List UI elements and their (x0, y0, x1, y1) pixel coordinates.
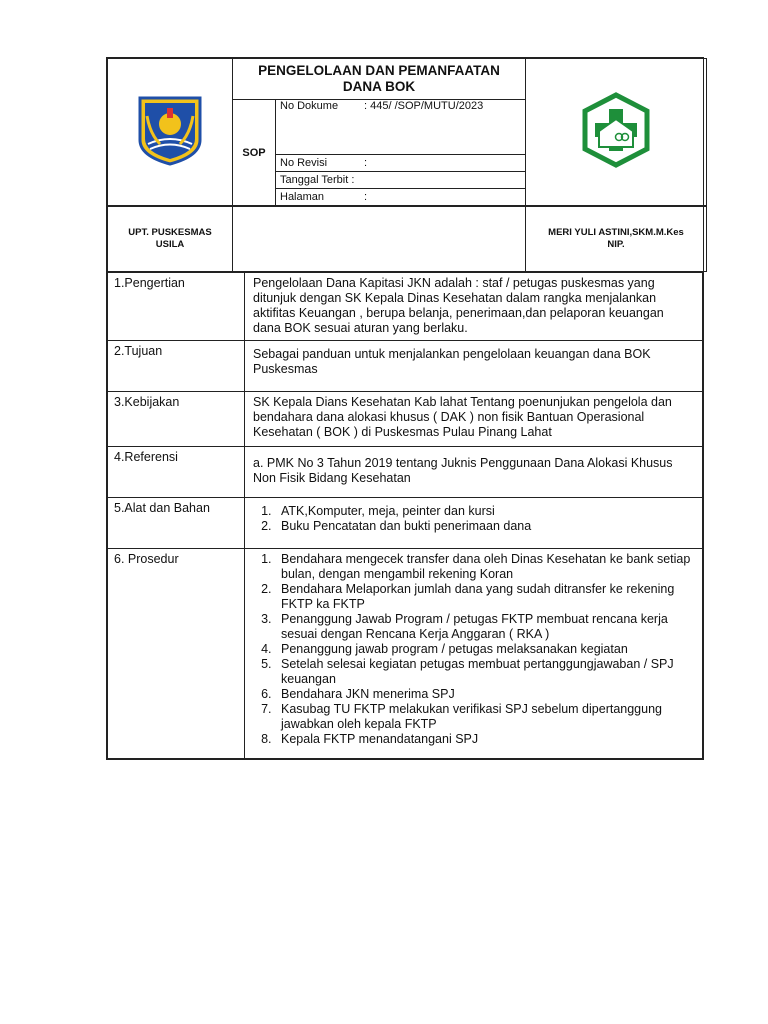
section-alat-bahan (108, 498, 703, 549)
section-pengertian (108, 273, 703, 341)
no-dokumen-row (276, 100, 525, 155)
list-item: 6. Bendahara JKN menerima SPJ (275, 687, 694, 702)
tanggal-terbit-label: Tanggal Terbit : (280, 174, 355, 186)
content-table (107, 272, 703, 759)
halaman-label: Halaman (280, 191, 325, 203)
right-logo-cell (526, 59, 707, 206)
alat-list (253, 504, 694, 534)
prosedur-list (253, 552, 694, 747)
org-name-line1: UPT. PUSKESMAS (128, 227, 212, 238)
document-title: PENGELOLAAN DAN PEMANFAATAN DANA BOK (233, 59, 525, 100)
no-dokumen-value: : 445/ /SOP/MUTU/2023 (364, 100, 484, 112)
halaman-value: : (364, 191, 368, 203)
list-item: 5. Setelah selesai kegiatan petugas membuat pertanggungjawaban / SPJ keuangan (275, 657, 694, 687)
list-item: 2. Bendahara Melaporkan jumlah dana yang sudah ditransfer ke rekening FKTP ka FKTP (275, 582, 694, 612)
sop-document (106, 57, 704, 760)
no-dokumen-label: No Dokume (280, 100, 339, 112)
header-table (107, 58, 707, 206)
org-name-cell (108, 207, 233, 272)
left-logo-cell (108, 59, 233, 206)
sop-rows (276, 100, 525, 205)
tujuan-label: 2.Tujuan (108, 341, 245, 392)
section-prosedur (108, 549, 703, 759)
referensi-text: a. PMK No 3 Tahun 2019 tentang Juknis Penggunaan Dana Alokasi Khusus Non Fisik Bidang Kesehatan (245, 447, 703, 498)
list-item: 8. Kepala FKTP menandatangani SPJ (275, 732, 694, 747)
section-referensi (108, 447, 703, 498)
signer-cell (526, 207, 707, 272)
list-item: 3. Penanggung Jawab Program / petugas FKTP membuat rencana kerja sesuai dengan Rencana Kerja Anggaran ( RKA ) (275, 612, 694, 642)
halaman-row (276, 189, 525, 205)
org-name-line2: USILA (155, 239, 185, 250)
sop-info-grid (233, 100, 525, 205)
prosedur-label: 6. Prosedur (108, 549, 245, 759)
pengertian-label: 1.Pengertian (108, 273, 245, 341)
referensi-label: 4.Referensi (108, 447, 245, 498)
tanggal-terbit-row (276, 172, 525, 189)
title-cell (233, 59, 526, 206)
list-item: 7. Kasubag TU FKTP melakukan verifikasi SPJ sebelum dipertanggung jawabkan oleh kepala FKTP (275, 702, 694, 732)
regional-emblem-icon (134, 94, 206, 166)
pengertian-text: Pengelolaan Dana Kapitasi JKN adalah : staf / petugas puskesmas yang ditunjuk dengan SK Kepala Dinas Kesehatan dalam rangka menjalankan aktifitas Keuangan , berupa belanja, penerimaan,dan pelaporan keuangan dana BOK sesuai aturan yang berlaku. (245, 273, 703, 341)
prosedur-content (245, 549, 703, 759)
no-revisi-value: : (364, 157, 368, 169)
list-item: 4. Penanggung jawab program / petugas melaksanakan kegiatan (275, 642, 694, 657)
list-item: 2. Buku Pencatatan dan bukti penerimaan dana (275, 519, 694, 534)
no-revisi-row (276, 155, 525, 172)
tujuan-text: Sebagai panduan untuk menjalankan pengelolaan keuangan dana BOK Puskesmas (245, 341, 703, 392)
section-kebijakan (108, 392, 703, 447)
signer-name: MERI YULI ASTINI,SKM.M.Kes (548, 227, 684, 238)
kebijakan-text: SK Kepala Dians Kesehatan Kab lahat Tentang poenunjukan pengelola dan bendahara dana alokasi khusus ( DAK ) non fisik Bantuan Operasional Kesehatan ( BOK ) di Puskesmas Pulau Pinang Lahat (245, 392, 703, 447)
org-blank-cell (233, 207, 526, 272)
org-table (107, 206, 707, 272)
signer-nip: NIP. (607, 239, 625, 250)
section-tujuan (108, 341, 703, 392)
alat-label: 5.Alat dan Bahan (108, 498, 245, 549)
puskesmas-logo-icon (575, 89, 657, 171)
kebijakan-label: 3.Kebijakan (108, 392, 245, 447)
alat-content (245, 498, 703, 549)
sop-label: SOP (233, 100, 276, 205)
list-item: 1. Bendahara mengecek transfer dana oleh Dinas Kesehatan ke bank setiap bulan, dengan mengambil rekening Koran (275, 552, 694, 582)
no-revisi-label: No Revisi (280, 157, 328, 169)
list-item: 1. ATK,Komputer, meja, peinter dan kursi (275, 504, 694, 519)
